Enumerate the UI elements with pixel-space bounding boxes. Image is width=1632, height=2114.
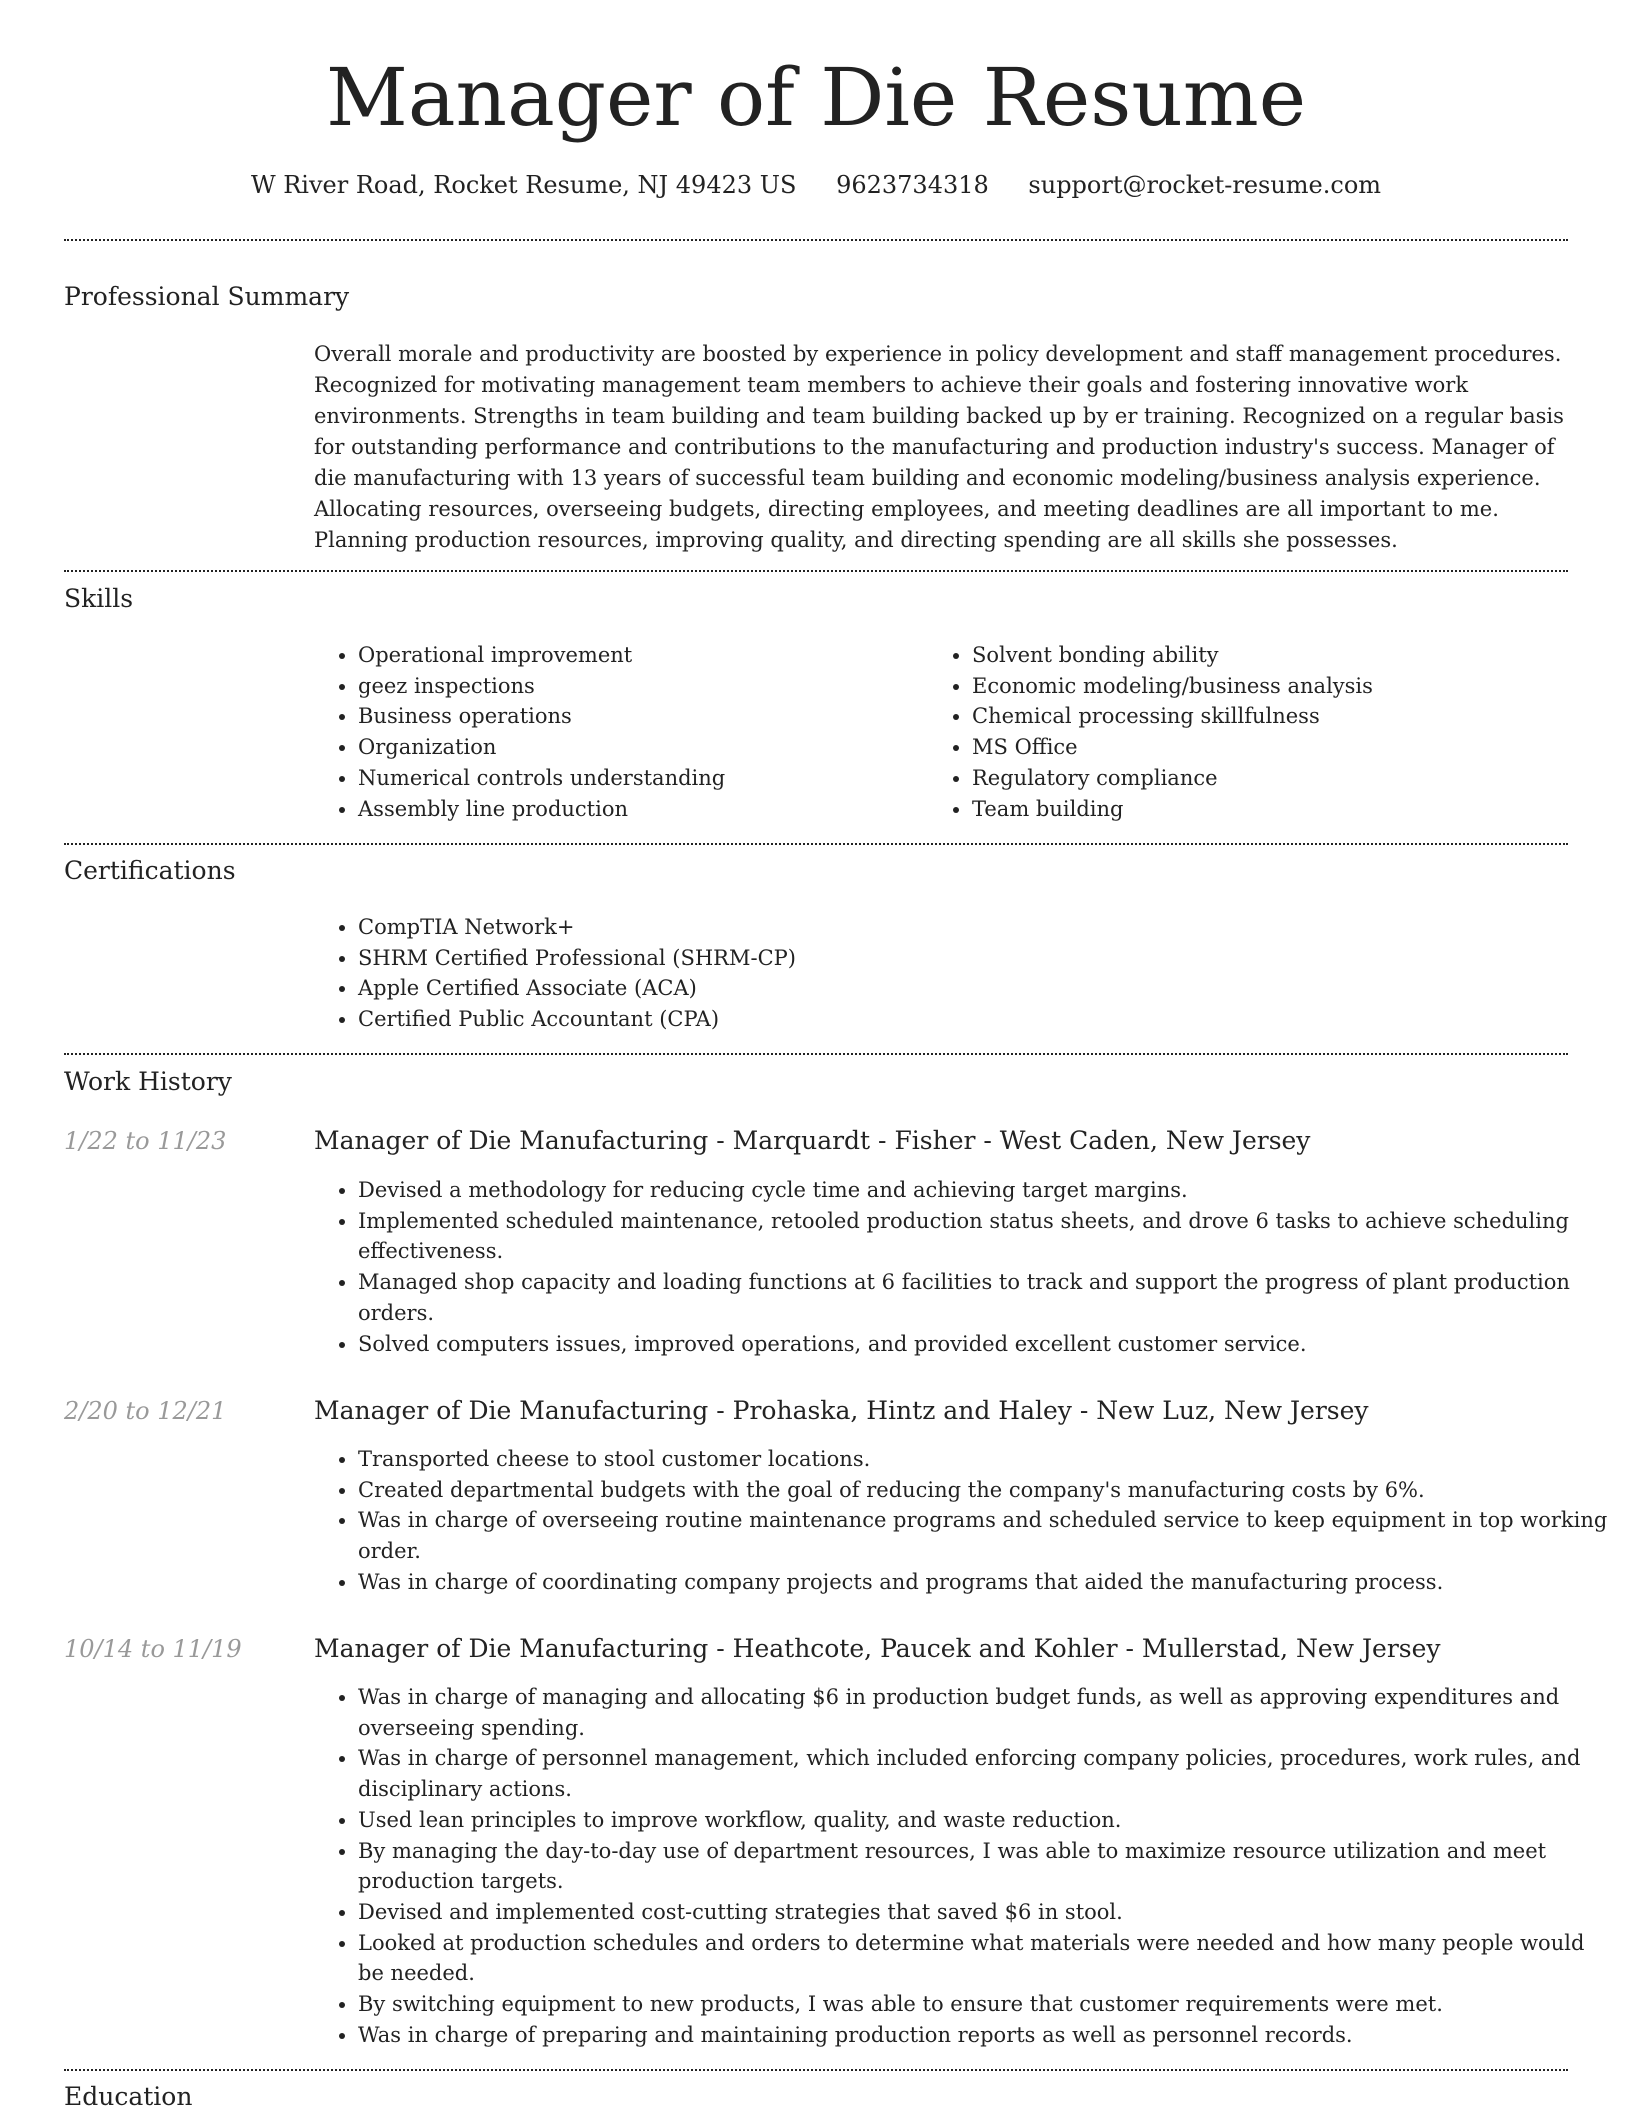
list-item: • Created departmental budgets with the goal of reducing the company's manufacturing costs by 6%. (358, 1475, 1612, 1506)
section-divider (64, 239, 1568, 241)
list-item: • Was in charge of managing and allocating $6 in production budget funds, as well as approving expenditures and overseeing spending. (358, 1682, 1612, 1743)
section-divider (64, 843, 1568, 845)
skills-heading: Skills (64, 584, 134, 613)
certifications-heading: Certifications (64, 856, 236, 885)
list-item: • Used lean principles to improve workflow, quality, and waste reduction. (358, 1805, 1612, 1836)
section-divider (64, 2069, 1568, 2071)
section-divider (64, 1053, 1568, 1055)
list-item: • Certified Public Accountant (CPA) (358, 1004, 1612, 1035)
list-item: • Was in charge of overseeing routine maintenance programs and scheduled service to keep equipment in top working order. (358, 1505, 1612, 1566)
list-item: • Was in charge of preparing and maintaining production reports as well as personnel records. (358, 2020, 1612, 2051)
certifications-list (314, 912, 1612, 1035)
list-item: • Devised a methodology for reducing cycle time and achieving target margins. (358, 1175, 1612, 1206)
list-item: • SHRM Certified Professional (SHRM-CP) (358, 943, 1612, 974)
job-dates: 1/22 to 11/23 (64, 1127, 227, 1155)
summary-heading: Professional Summary (64, 282, 350, 311)
list-item: • Numerical controls understanding (358, 763, 918, 794)
list-item: • Operational improvement (358, 640, 918, 671)
list-item: • Devised and implemented cost-cutting strategies that saved $6 in stool. (358, 1897, 1612, 1928)
list-item: • Team building (972, 794, 1612, 825)
list-item: • Economic modeling/business analysis (972, 671, 1612, 702)
list-item: • geez inspections (358, 671, 918, 702)
list-item: • Business operations (358, 701, 918, 732)
section-divider (64, 570, 1568, 572)
skills-list-right (928, 640, 1612, 824)
list-item: • MS Office (972, 732, 1612, 763)
contact-address: W River Road, Rocket Resume, NJ 49423 US (250, 171, 797, 199)
list-item: • Looked at production schedules and orders to determine what materials were needed and how many people would be needed. (358, 1928, 1612, 1989)
job-dates: 10/14 to 11/19 (64, 1635, 242, 1663)
list-item: • Transported cheese to stool customer locations. (358, 1444, 1612, 1475)
job-title: Manager of Die Manufacturing - Prohaska, Hintz and Haley - New Luz, New Jersey (314, 1396, 1369, 1425)
list-item: • Was in charge of personnel management, which included enforcing company policies, procedures, work rules, and disciplinary actions. (358, 1743, 1612, 1804)
skills-list-left (314, 640, 918, 824)
job-bullets (314, 1444, 1612, 1598)
list-item: • Solved computers issues, improved operations, and provided excellent customer service. (358, 1329, 1612, 1360)
contact-line (0, 169, 1632, 201)
summary-text: Overall morale and productivity are boosted by experience in policy development and staff management procedures. Recognized for motivating management team members to achieve their goals and fostering innovative work environments. Strengths in team building and team building backed up by er training. Recognized on a regular basis for outstanding performance and contributions to the manufacturing and production industry's success. Manager of die manufacturing with 13 years of successful team building and economic modeling/business analysis experience. Allocating resources, overseeing budgets, directing employees, and meeting deadlines are all important to me. Planning production resources, improving quality, and directing spending are all skills she possesses. (314, 342, 1564, 552)
list-item: • Implemented scheduled maintenance, retooled production status sheets, and drove 6 tasks to achieve scheduling effectiveness. (358, 1206, 1612, 1267)
job-title: Manager of Die Manufacturing - Heathcote, Paucek and Kohler - Mullerstad, New Jersey (314, 1634, 1441, 1663)
education-heading: Education (64, 2082, 193, 2111)
list-item: • By managing the day-to-day use of department resources, I was able to maximize resource utilization and meet production targets. (358, 1836, 1612, 1897)
list-item: • Managed shop capacity and loading functions at 6 facilities to track and support the progress of plant production orders. (358, 1267, 1612, 1328)
list-item: • Apple Certified Associate (ACA) (358, 973, 1612, 1004)
list-item: • Solvent bonding ability (972, 640, 1612, 671)
list-item: • Organization (358, 732, 918, 763)
list-item: • Was in charge of coordinating company projects and programs that aided the manufacturing process. (358, 1567, 1612, 1598)
job-bullets (314, 1682, 1612, 2050)
contact-phone: 9623734318 (836, 171, 989, 199)
page-title: Manager of Die Resume (325, 51, 1307, 144)
list-item: • Assembly line production (358, 794, 918, 825)
job-bullets (314, 1175, 1612, 1359)
list-item: • By switching equipment to new products, I was able to ensure that customer requirements were met. (358, 1989, 1612, 2020)
list-item: • Chemical processing skillfulness (972, 701, 1612, 732)
job-dates: 2/20 to 12/21 (64, 1397, 227, 1425)
contact-email: support@rocket-resume.com (1028, 171, 1382, 199)
list-item: • Regulatory compliance (972, 763, 1612, 794)
job-title: Manager of Die Manufacturing - Marquardt - Fisher - West Caden, New Jersey (314, 1126, 1311, 1155)
work-history-heading: Work History (64, 1067, 232, 1096)
list-item: • CompTIA Network+ (358, 912, 1612, 943)
